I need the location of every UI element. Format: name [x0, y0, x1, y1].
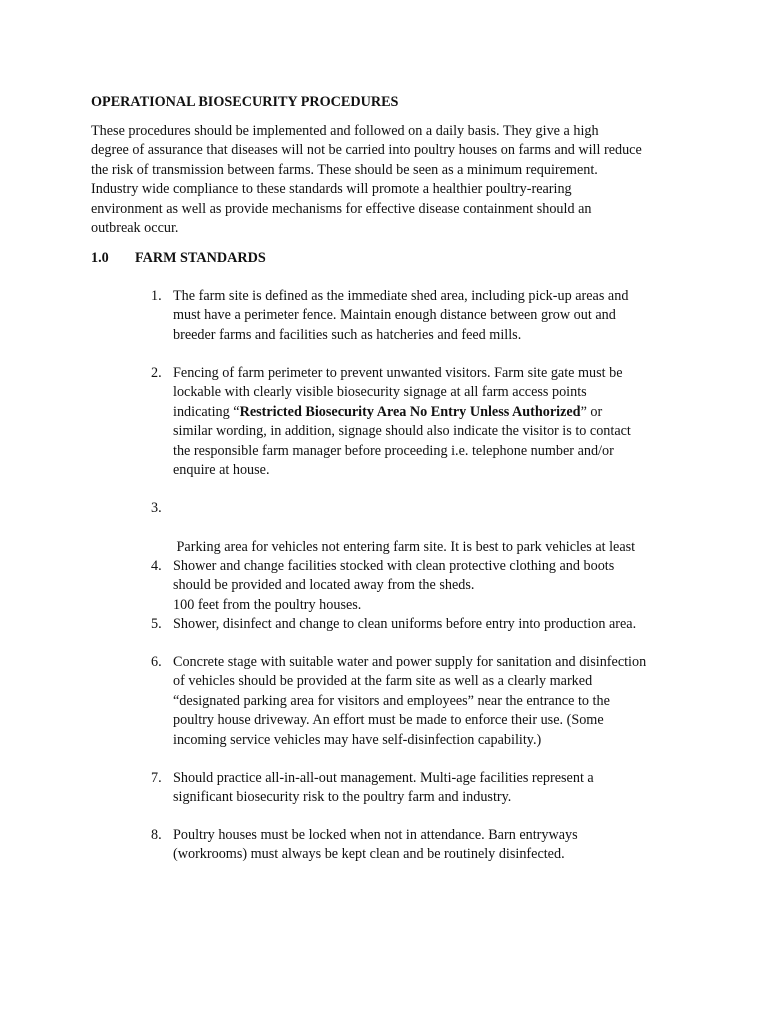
list-item-number: 2. — [151, 365, 162, 381]
list-item-line: enquire at house. — [173, 462, 270, 479]
list-item-line: should be provided and located away from the sheds. — [173, 577, 475, 594]
list-item-line: “designated parking area for visitors and employees” near the entrance to the — [173, 692, 610, 709]
intro-line: the risk of transmission between farms. These should be seen as a minimum requirement. — [91, 161, 598, 178]
list-item-number: 6. — [151, 654, 162, 670]
list-item-text — [173, 826, 693, 865]
section-number: 1.0 — [91, 250, 109, 266]
list-item-line: Should practice all-in-all-out management. Multi-age facilities represent a — [173, 770, 594, 786]
list-item-line: significant biosecurity risk to the poultry farm and industry. — [173, 789, 512, 806]
list-item-text — [173, 364, 693, 480]
list-item-number: 7. — [151, 770, 162, 786]
list-item-line: (workrooms) must always be kept clean and be routinely disinfected. — [173, 846, 565, 863]
list-item-number: 1. — [151, 288, 162, 304]
list-item-line: Shower, disinfect and change to clean uniforms before entry into production area. — [173, 616, 637, 632]
intro-line: environment as well as provide mechanisms for effective disease containment should an — [91, 200, 592, 217]
list-item-number: 8. — [151, 827, 162, 843]
section-title: FARM STANDARDS — [135, 250, 266, 266]
list-item-line: of vehicles should be provided at the farm site as well as a clearly marked — [173, 673, 593, 690]
list-item-line: incoming service vehicles may have self-disinfection capability.) — [173, 731, 542, 748]
list-item-line: breeder farms and facilities such as hatcheries and feed mills. — [173, 326, 522, 343]
list-item-number: 5. — [151, 616, 162, 632]
intro-line: degree of assurance that diseases will not be carried into poultry houses on farms and will reduce — [91, 142, 642, 159]
list-item-text-segment: indicating “ — [173, 403, 240, 420]
list-item-line: Fencing of farm perimeter to prevent unwanted visitors. Farm site gate must be — [173, 365, 623, 381]
intro-paragraph — [91, 122, 691, 238]
list-item-number: 3. — [151, 500, 162, 516]
restricted-area-notice: Restricted Biosecurity Area No Entry Unless Authorized — [239, 403, 581, 420]
list-item-line: 100 feet from the poultry houses. — [173, 597, 362, 614]
intro-line: outbreak occur. — [91, 220, 179, 237]
list-item-text — [173, 557, 693, 596]
list-item-line: poultry house driveway. An effort must be made to enforce their use. (Some — [173, 712, 604, 729]
intro-line: Industry wide compliance to these standards will promote a healthier poultry-rearing — [91, 181, 572, 198]
list-item-line: The farm site is defined as the immediate shed area, including pick-up areas and — [173, 288, 629, 304]
list-item-text — [173, 653, 693, 750]
section-heading — [91, 249, 266, 268]
list-item-line: must have a perimeter fence. Maintain enough distance between grow out and — [173, 307, 616, 324]
list-item-line: lockable with clearly visible biosecurity signage at all farm access points — [173, 384, 587, 401]
list-item-line: Poultry houses must be locked when not in attendance. Barn entryways — [173, 827, 578, 843]
list-item-line: Parking area for vehicles not entering farm site. It is best to park vehicles at least — [173, 538, 636, 555]
list-item-line: the responsible farm manager before proceeding i.e. telephone number and/or — [173, 442, 614, 459]
document-title: OPERATIONAL BIOSECURITY PROCEDURES — [91, 94, 399, 110]
list-item-line: Shower and change facilities stocked with clean protective clothing and boots — [173, 558, 615, 574]
list-item-line — [173, 403, 693, 422]
list-item-text — [173, 769, 693, 808]
list-item-line: similar wording, in addition, signage should also indicate the visitor is to contact — [173, 423, 631, 440]
list-item-number: 4. — [151, 558, 162, 574]
list-item-line: Concrete stage with suitable water and power supply for sanitation and disinfection — [173, 654, 647, 670]
intro-line: These procedures should be implemented and followed on a daily basis. They give a high — [91, 123, 599, 139]
list-item-text — [173, 287, 693, 345]
list-item-text-segment: ” or — [580, 403, 603, 420]
list-item-text — [173, 615, 693, 634]
